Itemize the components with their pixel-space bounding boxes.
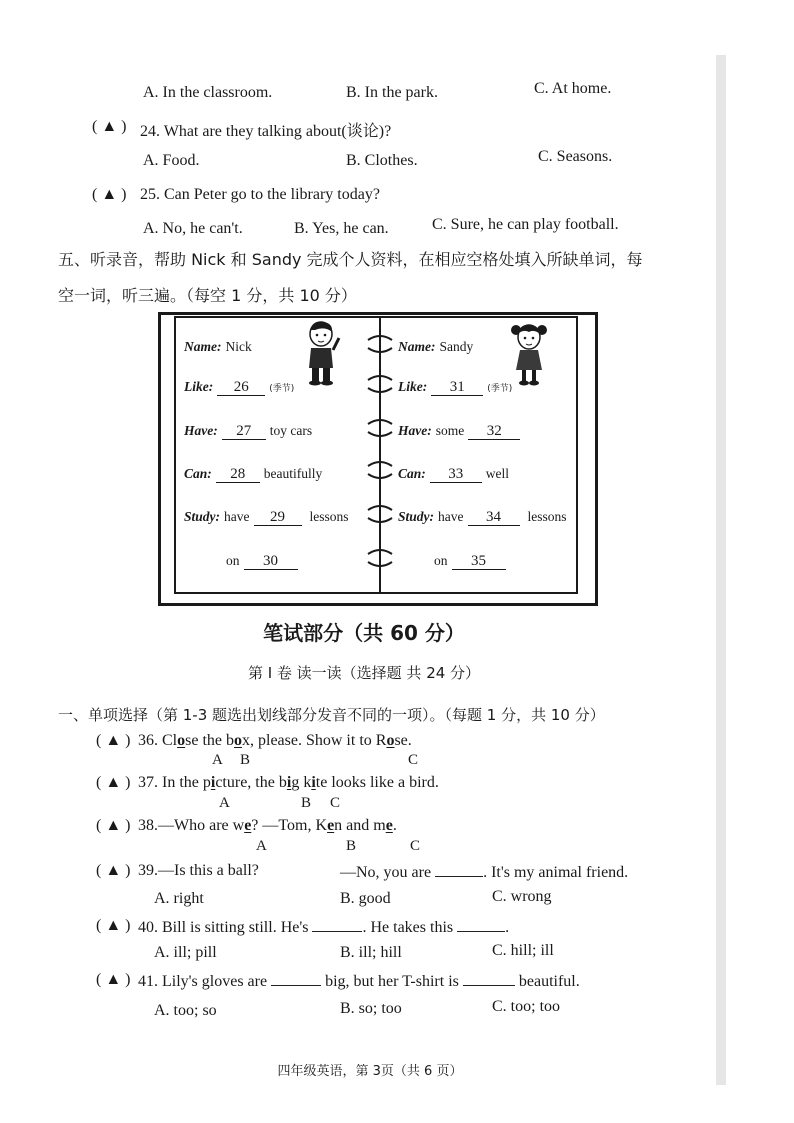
- q39-blank[interactable]: [435, 862, 483, 877]
- written-part-title: 笔试部分（共 60 分）: [263, 621, 465, 645]
- on-word: on: [434, 553, 448, 568]
- sandy-name-row: [398, 338, 473, 356]
- like-label: Like:: [184, 379, 214, 394]
- q41-text: 41. Lily's gloves are big, but her T-shirt is beautiful.: [138, 973, 580, 990]
- name-label: Name:: [184, 339, 222, 354]
- can-after: well: [485, 466, 510, 481]
- q41-marker: ( ▲ ): [96, 971, 131, 988]
- q37-underline-a: i: [210, 774, 216, 791]
- have-label: Have:: [398, 423, 432, 438]
- have-label: Have:: [184, 423, 218, 438]
- q23-option-b: B. In the park.: [346, 84, 438, 101]
- q40-option-c: C. hill; ill: [492, 942, 554, 959]
- q36-label-b: B: [240, 752, 251, 768]
- q41-option-a: A. too; so: [154, 1002, 217, 1019]
- q39-marker: ( ▲ ): [96, 862, 131, 879]
- q24-option-a: A. Food.: [143, 152, 200, 169]
- study-after: lessons: [309, 509, 349, 524]
- q41-option-b: B. so; too: [340, 1000, 402, 1017]
- can-label: Can:: [398, 466, 426, 481]
- q38-underline-c: e: [385, 817, 393, 834]
- q23-option-a: A. In the classroom.: [143, 84, 273, 101]
- q38-marker: ( ▲ ): [96, 817, 131, 834]
- blank-31[interactable]: 31: [431, 380, 483, 396]
- q37-label-a: A: [219, 795, 230, 811]
- spiral-binding-icon: [364, 332, 396, 582]
- q25-option-a: A. No, he can't.: [143, 220, 243, 237]
- can-after: beautifully: [263, 466, 323, 481]
- blank-26[interactable]: 26: [217, 380, 265, 396]
- section1-heading: 一、单项选择（第 1-3 题选出划线部分发音不同的一项）。（每题 1 分，共 10 分）: [58, 706, 605, 724]
- blank-28[interactable]: 28: [216, 467, 260, 483]
- q40-option-a: A. ill; pill: [154, 944, 217, 961]
- q36-text: 36. Close the box, please. Show it to Rose.: [138, 732, 412, 749]
- q24-option-c: C. Seasons.: [538, 148, 613, 165]
- q37-underline-b: i: [286, 774, 292, 791]
- q39-option-b: B. good: [340, 890, 391, 907]
- blank-34[interactable]: 34: [468, 510, 520, 526]
- nick-have-row: [184, 422, 312, 440]
- study-after: lessons: [527, 509, 567, 524]
- q37-label-c: C: [330, 795, 341, 811]
- q37-text: 37. In the picture, the big kite looks like a bird.: [138, 774, 439, 791]
- q39-text-cont: —No, you are . It's my animal friend.: [340, 864, 629, 881]
- q25-marker: ( ▲ ): [92, 186, 127, 203]
- q38-label-c: C: [410, 838, 421, 854]
- q40-option-b: B. ill; hill: [340, 944, 402, 961]
- q36-underline-a: o: [177, 732, 186, 749]
- blank-35[interactable]: 35: [452, 554, 506, 570]
- q25-option-b: B. Yes, he can.: [294, 220, 389, 237]
- name-value: Sandy: [439, 339, 474, 354]
- q40-blank-2[interactable]: [457, 917, 505, 932]
- q25-option-c: C. Sure, he can play football.: [432, 216, 619, 233]
- q25-text: 25. Can Peter go to the library today?: [140, 186, 380, 203]
- page-edge-shadow: [716, 55, 726, 1085]
- nick-like-row: [184, 378, 294, 396]
- q36-underline-b: o: [234, 732, 242, 749]
- q24-option-b: B. Clothes.: [346, 152, 418, 169]
- girl-avatar-icon: [508, 320, 550, 386]
- q37-label-b: B: [301, 795, 312, 811]
- profile-book: [158, 312, 598, 606]
- blank-30[interactable]: 30: [244, 554, 298, 570]
- q24-text: 24. What are they talking about(谈论)?: [140, 123, 392, 140]
- have-before: some: [435, 423, 465, 438]
- q39-option-a: A. right: [154, 890, 204, 907]
- written-part-subtitle: 第 I 卷 读一读（选择题 共 24 分）: [247, 664, 481, 682]
- study-label: Study:: [398, 509, 435, 524]
- q41-blank-2[interactable]: [463, 971, 515, 986]
- nick-study-row: [184, 508, 349, 526]
- name-label: Name:: [398, 339, 436, 354]
- blank-33[interactable]: 33: [430, 467, 482, 483]
- study-before: have: [438, 509, 464, 524]
- sandy-study-row: [398, 508, 567, 526]
- q36-label-a: A: [212, 752, 223, 768]
- q38-underline-a: e: [244, 817, 252, 834]
- q41-blank-1[interactable]: [271, 971, 321, 986]
- like-label: Like:: [398, 379, 428, 394]
- q38-text: 38.—Who are we? —Tom, Ken and me.: [138, 817, 397, 834]
- study-before: have: [224, 509, 250, 524]
- section5-instruction-line1: 五、听录音，帮助 Nick 和 Sandy 完成个人资料，在相应空格处填入所缺单词，每: [58, 250, 643, 269]
- blank-27[interactable]: 27: [222, 424, 266, 440]
- sandy-like-row: [398, 378, 512, 396]
- q38-underline-b: e: [327, 817, 335, 834]
- sandy-can-row: [398, 465, 509, 483]
- can-label: Can:: [184, 466, 212, 481]
- study-label: Study:: [184, 509, 221, 524]
- boy-avatar-icon: [303, 320, 343, 386]
- blank-29[interactable]: 29: [254, 510, 302, 526]
- name-value: Nick: [225, 339, 252, 354]
- q24-marker: ( ▲ ): [92, 118, 127, 135]
- q37-marker: ( ▲ ): [96, 774, 131, 791]
- nick-can-row: [184, 465, 322, 483]
- nick-name-row: [184, 338, 252, 356]
- sandy-have-row: [398, 422, 520, 440]
- blank-32[interactable]: 32: [468, 424, 520, 440]
- q36-underline-c: o: [386, 732, 395, 749]
- on-word: on: [226, 553, 240, 568]
- q39-text: 39.—Is this a ball?: [138, 862, 259, 879]
- season-note: (季节): [269, 384, 295, 394]
- q39-option-c: C. wrong: [492, 888, 552, 905]
- q38-label-b: B: [346, 838, 357, 854]
- q40-marker: ( ▲ ): [96, 917, 131, 934]
- q37-underline-c: i: [311, 774, 316, 791]
- q36-label-c: C: [408, 752, 419, 768]
- have-after: toy cars: [269, 423, 313, 438]
- season-note: (季节): [487, 384, 513, 394]
- q23-option-c: C. At home.: [534, 80, 612, 97]
- q36-marker: ( ▲ ): [96, 732, 131, 749]
- nick-on-row: [226, 552, 298, 570]
- sandy-on-row: [434, 552, 506, 570]
- page-footer: 四年级英语，第 3页（共 6 页）: [277, 1064, 463, 1079]
- q38-label-a: A: [256, 838, 267, 854]
- q40-blank-1[interactable]: [312, 917, 362, 932]
- q40-text: 40. Bill is sitting still. He's . He takes this .: [138, 919, 510, 936]
- section5-instruction-line2: 空一词，听三遍。（每空 1 分，共 10 分）: [58, 286, 357, 305]
- q41-option-c: C. too; too: [492, 998, 561, 1015]
